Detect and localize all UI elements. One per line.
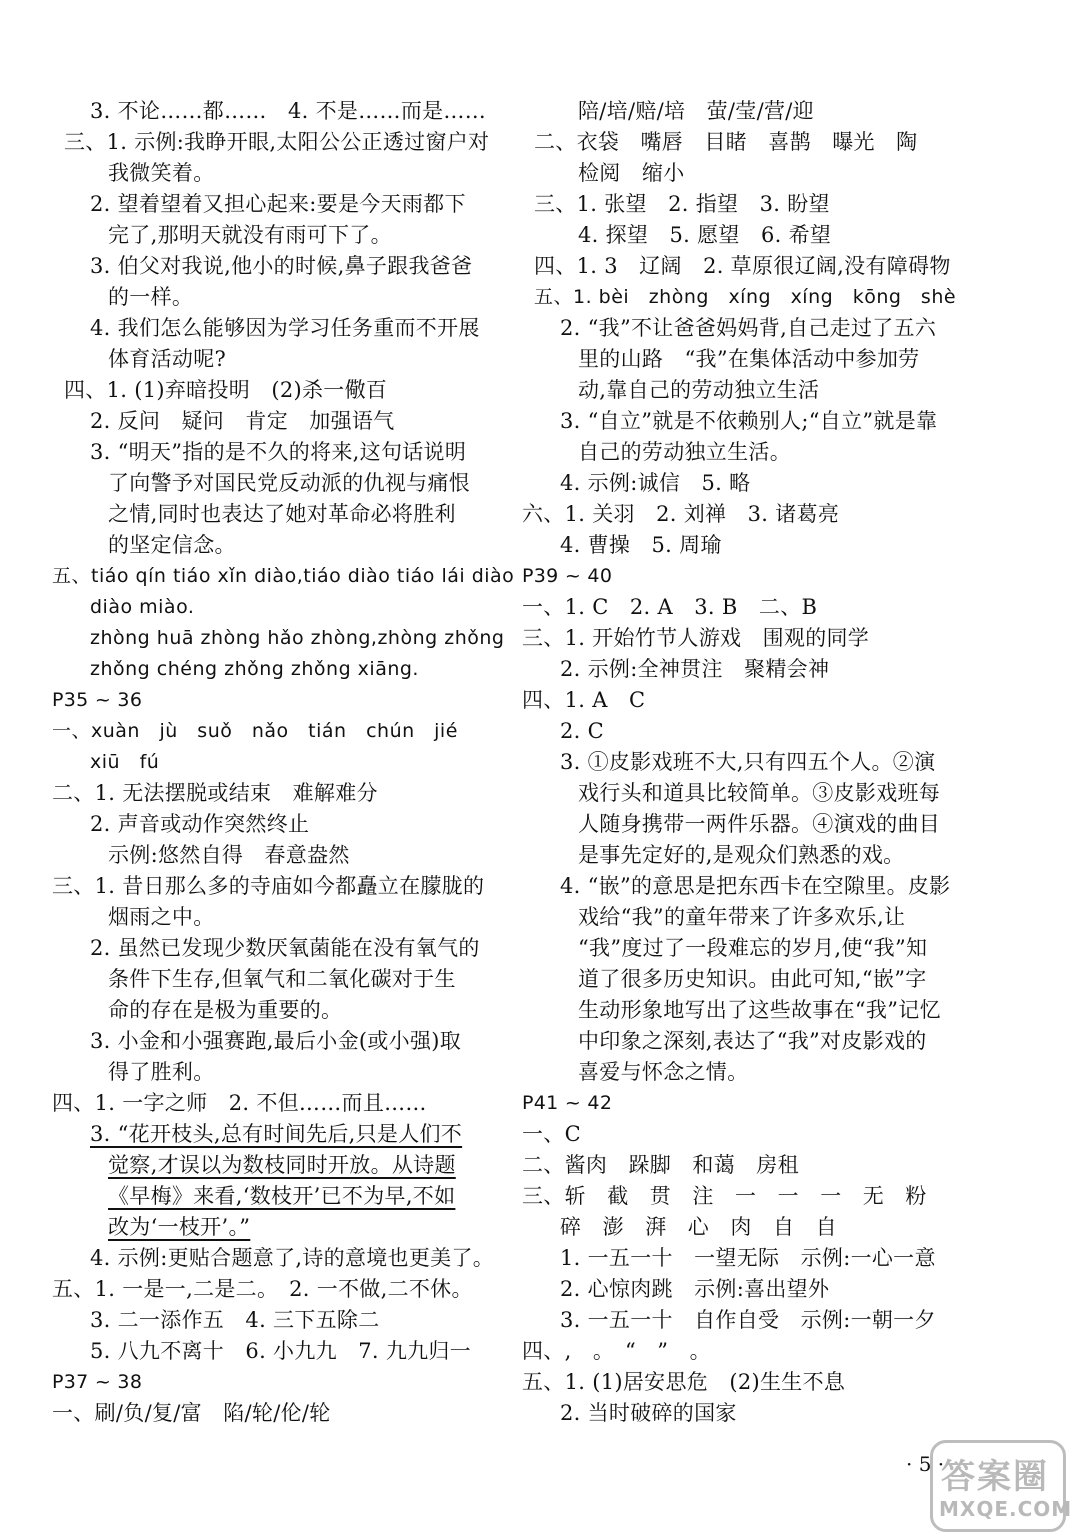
answer-line: 4. 示例:更贴合题意了,诗的意境也更美了。 (90, 1246, 495, 1270)
answer-line: 3. 伯父对我说,他小的时候,鼻子跟我爸爸 (90, 254, 473, 278)
answer-line: xiū fú (90, 751, 160, 773)
answer-line: 一、刷/负/复/富 陷/轮/伦/轮 (52, 1401, 331, 1425)
answer-line: “我”度过了一段难忘的岁月,使“我”知 (578, 936, 928, 960)
answer-line: 三、1. 示例:我睁开眼,太阳公公正透过窗户对 (64, 130, 490, 154)
answer-line: 5. 八九不离十 6. 小九九 7. 九九归一 (90, 1339, 472, 1363)
answer-line: 四、, 。 “ ” 。 (522, 1339, 711, 1363)
answer-line: 四、1. 3 辽阔 2. 草原很辽阔,没有障碍物 (534, 254, 951, 278)
answer-line: 2. 示例:全神贯注 聚精会神 (560, 657, 830, 681)
answer-line: 2. 声音或动作突然终止 (90, 812, 310, 836)
answer-line: zhǒng chéng zhǒng zhǒng xiāng. (90, 658, 419, 680)
answer-line: 生动形象地写出了这些故事在“我”记忆 (578, 998, 941, 1022)
answer-line: 五、1. (1)居安思危 (2)生生不息 (522, 1370, 846, 1394)
answer-line: P35 ~ 36 (52, 689, 143, 711)
answer-line: 得了胜利。 (108, 1060, 215, 1084)
answer-line: 的坚定信念。 (108, 533, 236, 557)
watermark-logo-text: 答案圈 (941, 1457, 1049, 1497)
answer-line: 3. 二一添作五 4. 三下五除二 (90, 1308, 380, 1332)
answer-line: 体育活动呢? (108, 347, 227, 371)
answer-line: 命的存在是极为重要的。 (108, 998, 343, 1022)
answer-line: 3. 一五一十 自作自受 示例:一朝一夕 (560, 1308, 936, 1332)
answer-line: 一、xuàn jù suǒ nǎo tián chún jié (52, 720, 458, 742)
answer-line: 我微笑着。 (108, 161, 215, 185)
answer-line: 1. 一五一十 一望无际 示例:一心一意 (560, 1246, 936, 1270)
answer-line: 三、1. 开始竹节人游戏 围观的同学 (522, 626, 870, 650)
answer-line: 4. “嵌”的意思是把东西卡在空隙里。皮影 (560, 874, 951, 898)
answer-line: P39 ~ 40 (522, 565, 613, 587)
answer-line: 中印象之深刻,表达了“我”对皮影戏的 (578, 1029, 927, 1053)
answer-line: 3. 不论……都…… 4. 不是……而是…… (90, 99, 487, 123)
answer-line: 3. “花开枝头,总有时间先后,只是人们不 (90, 1122, 463, 1146)
answer-line: 戏行头和道具比较简单。③皮影戏班每 (578, 781, 941, 805)
answer-line: 一、C (522, 1122, 581, 1146)
answer-line: 3. 小金和小强赛跑,最后小金(或小强)取 (90, 1029, 462, 1053)
answer-line: 示例:悠然自得 春意盎然 (108, 843, 350, 867)
answer-line: 自己的劳动独立生活。 (578, 440, 791, 464)
answer-line: 六、1. 关羽 2. 刘禅 3. 诸葛亮 (522, 502, 840, 526)
answer-line: 四、1. 一字之师 2. 不但……而且…… (52, 1091, 427, 1115)
answer-line: 五、tiáo qín tiáo xǐn diào,tiáo diào tiáo lái diào (52, 565, 515, 587)
answer-line: 二、酱肉 跺脚 和蔼 房租 (522, 1153, 799, 1177)
answer-line: 之情,同时也表达了她对革命必将胜利 (108, 502, 456, 526)
answer-line: 烟雨之中。 (108, 905, 215, 929)
answer-line: 2. 心惊肉跳 示例:喜出望外 (560, 1277, 830, 1301)
answer-line: 四、1. (1)弃暗投明 (2)杀一儆百 (64, 378, 388, 402)
answer-line: 检阅 缩小 (578, 161, 685, 185)
answer-line: 道了很多历史知识。由此可知,“嵌”字 (578, 967, 927, 991)
answer-line: 3. “自立”就是不依赖别人;“自立”就是靠 (560, 409, 938, 433)
answer-line: 三、1. 昔日那么多的寺庙如今都矗立在朦胧的 (52, 874, 485, 898)
answer-line: 喜爱与怀念之情。 (578, 1060, 749, 1084)
answer-line: 三、斩 截 贯 注 一 一 一 无 粉 (522, 1184, 927, 1208)
answer-line: 动,靠自己的劳动独立生活 (578, 378, 820, 402)
answer-line: 五、1. bèi zhòng xíng xíng kōng shè (534, 286, 957, 308)
answer-line: 里的山路 “我”在集体活动中参加劳 (578, 347, 920, 371)
watermark-logo (930, 1440, 1073, 1532)
answer-line: 4. 探望 5. 愿望 6. 希望 (578, 223, 832, 247)
answer-line: 3. ①皮影戏班不大,只有四五个人。②演 (560, 750, 936, 774)
answer-line: zhòng huā zhòng hǎo zhòng,zhòng zhǒng (90, 627, 505, 649)
page-number: · 5 · (906, 1452, 945, 1476)
answer-line: P37 ~ 38 (52, 1371, 143, 1393)
watermark-site-text: MXQE.COM (939, 1497, 1073, 1521)
answer-line: 2. 虽然已发现少数厌氧菌能在没有氧气的 (90, 936, 480, 960)
answer-line: 完了,那明天就没有雨可下了。 (108, 223, 392, 247)
answer-line: 三、1. 张望 2. 指望 3. 盼望 (534, 192, 830, 216)
left-column (52, 96, 522, 1429)
answer-line: 五、1. 一是一,二是二。 2. 一不做,二不休。 (52, 1277, 473, 1301)
answer-line: 2. C (560, 719, 604, 743)
right-column (522, 96, 1042, 1429)
answer-line: 2. “我”不让爸爸妈妈背,自己走过了五六 (560, 316, 937, 340)
answer-line: 2. 反问 疑问 肯定 加强语气 (90, 409, 395, 433)
answer-line: 了向警予对国民党反动派的仇视与痛恨 (108, 471, 471, 495)
answer-line: 2. 当时破碎的国家 (560, 1401, 737, 1425)
answer-line: 改为‘一枝开’。” (108, 1215, 251, 1239)
answer-line: diào miào. (90, 596, 195, 618)
answer-line: 二、衣袋 嘴唇 目睹 喜鹊 曝光 陶 (534, 130, 918, 154)
answer-line: 条件下生存,但氧气和二氧化碳对于生 (108, 967, 456, 991)
answer-line: 四、1. A C (522, 688, 646, 712)
answer-line: 《早梅》来看,‘数枝开’已不为早,不如 (108, 1184, 456, 1208)
answer-line: 人随身携带一两件乐器。④演戏的曲目 (578, 812, 941, 836)
answer-line: 陪/培/赔/培 萤/莹/营/迎 (578, 99, 814, 123)
answer-line: 3. “明天”指的是不久的将来,这句话说明 (90, 440, 467, 464)
answer-line: 一、1. C 2. A 3. B 二、B (522, 595, 818, 619)
answer-line: 戏给“我”的童年带来了许多欢乐,让 (578, 905, 906, 929)
answer-line: 4. 示例:诚信 5. 略 (560, 471, 751, 495)
answer-line: 是事先定好的,是观众们熟悉的戏。 (578, 843, 905, 867)
answer-line: 2. 望着望着又担心起来:要是今天雨都下 (90, 192, 466, 216)
answer-line: 二、1. 无法摆脱或结束 难解难分 (52, 781, 378, 805)
answer-line: 觉察,才误以为数枝同时开放。从诗题 (108, 1153, 456, 1177)
answer-line: 4. 曹操 5. 周瑜 (560, 533, 722, 557)
answer-line: 的一样。 (108, 285, 194, 309)
answer-line: 4. 我们怎么能够因为学习任务重而不开展 (90, 316, 480, 340)
answer-line: P41 ~ 42 (522, 1092, 613, 1114)
answer-line: 碎 澎 湃 心 肉 自 自 (560, 1215, 837, 1239)
